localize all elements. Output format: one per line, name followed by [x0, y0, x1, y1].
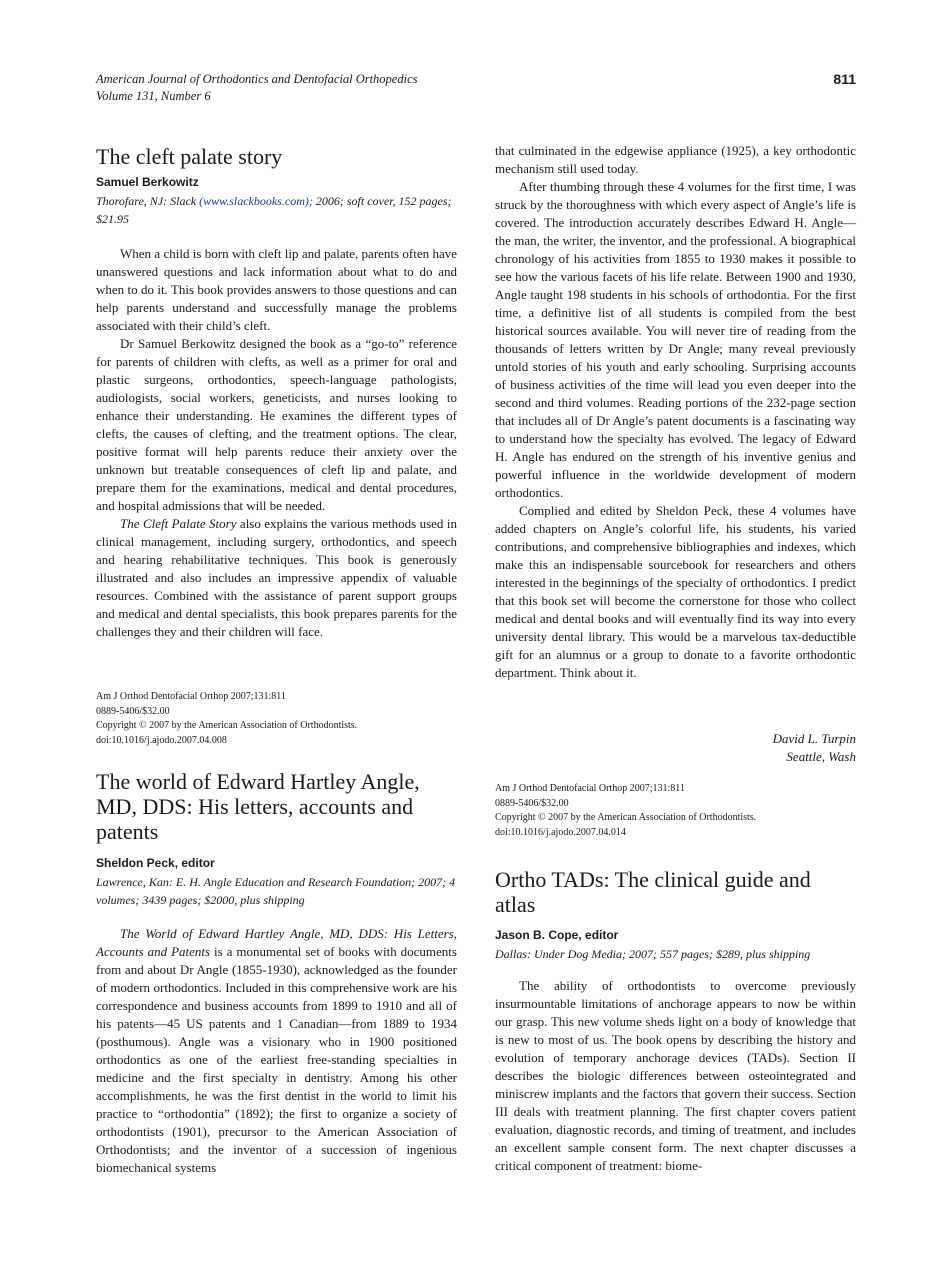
- review3-body: [495, 977, 856, 1175]
- reviewer-location: Seattle, Wash: [786, 749, 856, 764]
- review3-meta: [495, 927, 856, 963]
- journal-name: American Journal of Orthodontics and Dentofacial Orthopedics: [96, 72, 418, 86]
- review2-paragraph-1: [96, 925, 457, 1177]
- review1-paragraph-2: Dr Samuel Berkowitz designed the book as a “go-to” reference for parents of children with clefts, as well as a primer for oral and plastic surgeons, orthodontics, speech-language pathologists, audiologists, social workers, geneticists, and nurses looking to enhance their understanding. He examines the different types of clefts, the causes of clefting, and the treatment options. The clear, positive format will help parents reduce their anxiety over the unknown but treatable consequences of cleft lip and palate, and prepare them for the examinations, medical and dental procedures, and hospital admissions that will be needed.: [96, 336, 457, 513]
- review2-paragraph-1-text: is a monumental set of books with documents from and about Dr Angle (1855-1930), acknowledged as the founder of modern orthodontics. Included in this comprehensive work are his correspondence and business accounts from 1899 to 1910 and all of his patents—45 US patents and 1 Canadian—from 1889 to 1934 (posthumous). Angle was a visionary who in 1900 positioned orthodontics as one of the earliest free-standing specialties in medicine and the first specialty in dentistry. Among his other accomplishments, he was the first dentist in the world to limit his practice to “orthodontia” (1892); the first to organize a society of orthodontists (1901), precursor to the American Association of Orthodontists; and the inventor of a succession of ingenious biomechanical systems: [96, 944, 457, 1175]
- review1-author: Samuel Berkowitz: [96, 175, 199, 189]
- review1-paragraph-1: When a child is born with cleft lip and palate, parents often have unanswered questions and lack information about what to do and when to do it. This book provides answers to those questions and can help parents understand and successfully manage the problems associated with their child’s cleft.: [96, 246, 457, 333]
- review2-paragraph-3: Complied and edited by Sheldon Peck, these 4 volumes have added chapters on Angle’s colorful life, his students, his varied contributions, and comprehensive bibliographies and indexes, which make this an indispensable sourcebook for researchers and others interested in the beginnings of the specialty of orthodontics. I predict that this book set will become the cornerstone for those who collect medical and dental books and will eventually find its way into every university dental library. This would be a marvelous tax-deductible gift for an alumnus or a group to donate to a favorite orthodontic department. Think about it.: [495, 503, 856, 680]
- review3-pubinfo: Dallas: Under Dog Media; 2007; 557 pages; $289, plus shipping: [495, 947, 811, 961]
- publisher-link[interactable]: (www.slackbooks.com);: [199, 194, 313, 208]
- book-title-italic: The World of Edward Hartley Angle, MD, DDS: His Letters, Accounts and Patents: [96, 926, 457, 959]
- review2-meta: [96, 855, 457, 909]
- review3-author: Jason B. Cope, editor: [495, 928, 619, 942]
- review1-paragraph-3: [96, 515, 457, 641]
- review1-body: [96, 245, 457, 641]
- review1-pub-suffix: 2006; soft cover, 152 pages; $21.95: [96, 194, 452, 226]
- citation-copyright: Copyright © 2007 by the American Association of Orthodontists.: [495, 812, 757, 824]
- review2-pubinfo: Lawrence, Kan: E. H. Angle Education and Research Foundation; 2007; 4 volumes; 3439 pages; $2000, plus shipping: [96, 875, 456, 907]
- citation-line: Am J Orthod Dentofacial Orthop 2007;131:811: [96, 691, 286, 702]
- review1-paragraph-3-text: also explains the various methods used in clinical management, including surgery, orthodontics, and speech and hearing rehabilitative techniques. This book is generously illustrated and also includes an impressive appendix of valuable resources. Combined with the assistance of parent support groups and medical and dental specialists, this book prepares parents for the challenges they and their children will face.: [96, 516, 457, 639]
- volume-info: Volume 131, Number 6: [96, 89, 211, 103]
- review1-title: The cleft palate story: [96, 144, 283, 169]
- review1-meta: [96, 174, 457, 228]
- book-title-italic: The Cleft Palate Story: [120, 516, 237, 531]
- citation-line: Am J Orthod Dentofacial Orthop 2007;131:811: [495, 783, 685, 794]
- reviewer-name: David L. Turpin: [772, 731, 856, 746]
- reviewer-signature: [495, 730, 856, 766]
- review1-pubinfo: [96, 192, 457, 228]
- citation-issn: 0889-5406/$32.00: [96, 705, 170, 717]
- review1-pub-prefix: Thorofare, NJ: Slack: [96, 194, 200, 208]
- review2-body-left: [96, 925, 457, 1177]
- citation-doi[interactable]: doi:10.1016/j.ajodo.2007.04.014: [495, 826, 626, 838]
- review2-body-right: [495, 142, 856, 682]
- citation-issn: 0889-5406/$32.00: [495, 797, 569, 809]
- review2-author: Sheldon Peck, editor: [96, 856, 215, 870]
- review2-continuation: that culminated in the edgewise appliance (1925), a key orthodontic mechanism still used today.: [495, 143, 856, 176]
- page-number: 811: [833, 71, 856, 87]
- citation-copyright: Copyright © 2007 by the American Association of Orthodontists.: [96, 720, 358, 732]
- review2-citation: [495, 782, 856, 840]
- running-header: [96, 71, 418, 105]
- review3-title: Ortho TADs: The clinical guide and atlas: [495, 867, 811, 917]
- review2-title: The world of Edward Hartley Angle, MD, DDS: His letters, accounts and patents: [96, 769, 420, 844]
- citation-doi[interactable]: doi:10.1016/j.ajodo.2007.04.008: [96, 734, 227, 746]
- review3-paragraph-1: The ability of orthodontists to overcome previously insurmountable limitations of anchorage appears to now be within our grasp. This new volume sheds light on a body of knowledge that is new to most of us. The book opens by describing the history and evolution of temporary anchorage devices (TADs). Section II describes the biologic differences between osteointegrated and miniscrew implants and the factors that govern their success. Section III deals with treatment planning. The first chapter covers patient evaluation, diagnostic records, and timing of treatment, and includes an excellent sample consent form. The next chapter discusses a critical component of treatment: biome-: [495, 978, 856, 1173]
- review2-paragraph-2: After thumbing through these 4 volumes for the first time, I was struck by the thoroughness with which every aspect of Angle’s life is covered. The introduction accurately describes Edward H. Angle—the man, the writer, the inventor, and the professional. A biographical chronology of his activities from 1855 to 1930 makes it possible to see how the various facets of his life relate. Between 1900 and 1930, Angle taught 198 students in his schools of orthodontia. For the first time, a definitive list of all students is compiled from the best historical sources available. You will never tire of reading from the thousands of letters written by Dr Angle; many reveal previously untold stories of his youth and early schooling. Surprising accounts of business activities of the time will lead you even deeper into the second and third volumes. Reading portions of the 232-page section that includes all of Dr Angle’s patent documents is a fascinating way to understand how the specialty has evolved. The legacy of Edward H. Angle has endured on the strength of his inventive genius and powerful influence in the worldwide development of modern orthodontics.: [495, 179, 856, 500]
- review1-citation: [96, 690, 457, 748]
